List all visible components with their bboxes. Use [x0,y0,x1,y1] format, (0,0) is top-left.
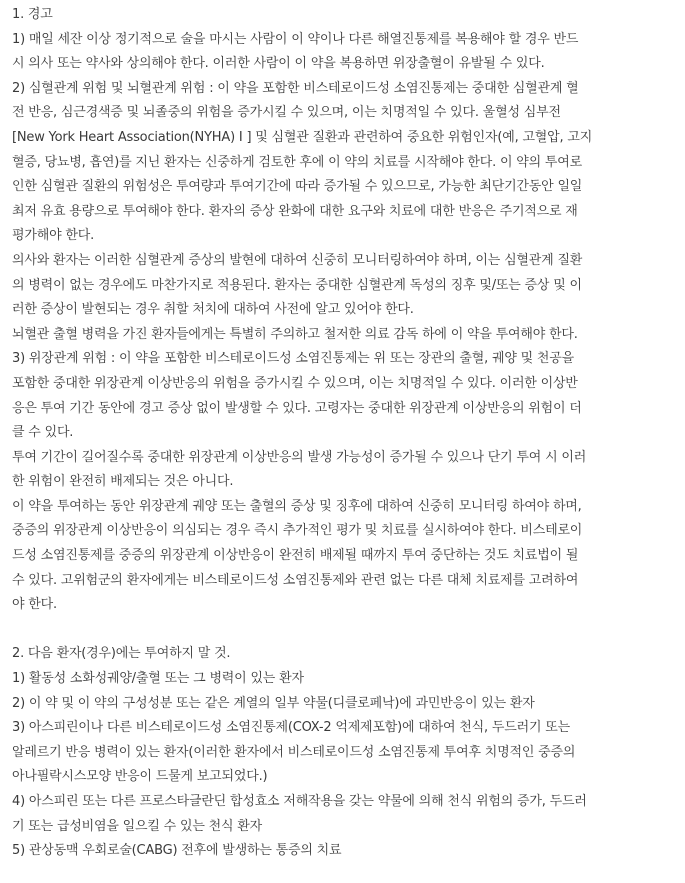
text-line: 야 한다. [12,597,57,613]
text-line: 3) 아스피린이나 다른 비스테로이드성 소염진통제(COX-2 억제제포함)에 대하여 천식, 두드러기 또는 [12,720,570,736]
text-line: 3) 위장관계 위험 : 이 약을 포함한 비스테로이드성 소염진통제는 위 또는 장관의 출혈, 궤양 및 천공을 [12,351,575,367]
text-line: 러한 증상이 발현되는 경우 취할 처치에 대하여 사전에 알고 있어야 한다. [12,302,414,318]
text-line: 기 또는 급성비염을 일으킬 수 있는 천식 환자 [12,818,262,834]
document-body [0,3,685,883]
text-line: 아나필락시스모양 반응이 드물게 보고되었다.) [12,769,268,785]
text-line: 2) 이 약 및 이 약의 구성성분 또는 같은 계열의 일부 약물(디클로페낙)에 과민반응이 있는 환자 [12,695,535,711]
section-2-heading: 2. 다음 환자(경우)에는 투여하지 말 것. [12,646,231,662]
text-line: 5) 관상동맥 우회로술(CABG) 전후에 발생하는 통증의 치료 [12,843,342,859]
text-line: 클 수 있다. [12,425,74,441]
text-line: 응은 투여 기간 동안에 경고 증상 없이 발생할 수 있다. 고령자는 중대한 위장관계 이상반응의 위험이 더 [12,400,582,416]
text-line: 중증의 위장관계 이상반응이 의심되는 경우 즉시 추가적인 평가 및 치료를 실시하여야 한다. 비스테로이 [12,523,583,539]
text-line: 전 반응, 심근경색증 및 뇌졸중의 위험을 증가시킬 수 있으며, 이는 치명적일 수 있다. 울혈성 심부전 [12,105,561,121]
text-line: 의 병력이 없는 경우에도 마찬가지로 적용된다. 환자는 중대한 심혈관계 독성의 징후 및/또는 증상 및 이 [12,277,582,293]
text-line: 평가해야 한다. [12,228,95,244]
text-line: 4) 아스피린 또는 다른 프로스타글란딘 합성효소 저해작용을 갖는 약물에 의해 천식 위험의 증가, 두드러 [12,794,587,809]
text-line: 2) 심혈관계 위험 및 뇌혈관계 위험 : 이 약을 포함한 비스테로이드성 소염진통제는 중대한 심혈관계 혈 [12,80,579,96]
text-line: 뇌혈관 출혈 병력을 가진 환자들에게는 특별히 주의하고 철저한 의료 감독 하에 이 약을 투여해야 한다. [12,326,578,342]
blank-line [12,618,685,643]
text-line: 이 약을 투여하는 동안 위장관계 궤양 또는 출혈의 증상 및 징후에 대하여 신중히 모니터링 하여야 하며, [12,498,582,514]
text-line: 1) 활동성 소화성궤양/출혈 또는 그 병력이 있는 환자 [12,671,304,687]
text-line: 수 있다. 고위험군의 환자에게는 비스테로이드성 소염진통제와 관련 없는 다른 대체 치료제를 고려하여 [12,572,579,588]
text-line: 드성 소염진통제를 중증의 위장관계 이상반응이 완전히 배제될 때까지 투여 중단하는 것도 치료법이 될 [12,548,579,564]
text-line: 인한 심혈관 질환의 위험성은 투여량과 투여기간에 따라 증가될 수 있으므로, 가능한 최단기간동안 일일 [12,179,583,195]
text-line: 시 의사 또는 약사와 상의해야 한다. 이러한 사람이 이 약을 복용하면 위장출혈이 유발될 수 있다. [12,56,545,72]
text-line: 투여 기간이 길어질수록 중대한 위장관계 이상반응의 발생 가능성이 증가될 수 있으나 단기 투여 시 이러 [12,449,587,465]
text-line: 의사와 환자는 이러한 심혈관계 증상의 발현에 대하여 신중히 모니터링하여야 하며, 이는 심혈관계 질환 [12,252,583,268]
text-line: 1) 매일 세잔 이상 정기적으로 술을 마시는 사람이 이 약이나 다른 해열진통제를 복용해야 할 경우 반드 [12,31,579,47]
text-line: 혈증, 당뇨병, 흡연)를 지닌 환자는 신중하게 검토한 후에 이 약의 치료를 시작해야 한다. 이 약의 투여로 [12,154,582,170]
text-line: [New York Heart Association(NYHA) I ] 및 심혈관 질환과 관련하여 중요한 위험인자(예, 고혈압, 고지 [12,129,593,145]
text-line: 한 위험이 완전히 배제되는 것은 아니다. [12,474,234,490]
text-line: 알레르기 반응 병력이 있는 환자(이러한 환자에서 비스테로이드성 소염진통제 투여후 치명적인 중증의 [12,744,576,760]
text-line: 포함한 중대한 위장관계 이상반응의 위험을 증가시킬 수 있으며, 이는 치명적일 수 있다. 이러한 이상반 [12,375,578,391]
section-1-heading: 1. 경고 [12,7,53,22]
text-line: 최저 유효 용량으로 투여해야 한다. 환자의 증상 완화에 대한 요구와 치료에 대한 반응은 주기적으로 재 [12,203,578,219]
